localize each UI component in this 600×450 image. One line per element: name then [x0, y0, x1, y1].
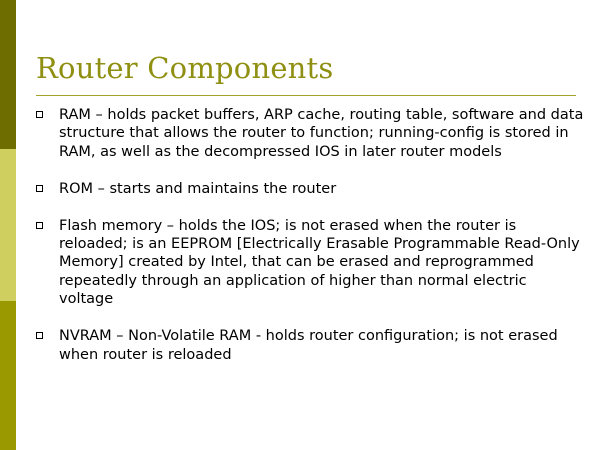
- hollow-square-bullet-icon: [36, 332, 43, 339]
- bullet-text: RAM – holds packet buffers, ARP cache, routing table, software and data structure that allows the router to function; running-config is stored in RAM, as well as the decompressed IOS in later router models: [59, 107, 584, 160]
- side-accent-bar-top: [0, 0, 16, 149]
- hollow-square-bullet-icon: [36, 222, 43, 229]
- bullet-item-ram: [36, 106, 584, 161]
- bullet-text: NVRAM – Non-Volatile RAM - holds router configuration; is not erased when router is reloaded: [59, 328, 558, 363]
- bullet-text: Flash memory – holds the IOS; is not erased when the router is reloaded; is an EEPROM [Electrically Erasable Programmable Read-Only Memory] created by Intel, that can be erased and reprogrammed repeatedly through an application of higher than normal electric voltage: [59, 217, 580, 308]
- bullet-item-flash: [36, 217, 584, 309]
- side-accent-bar-bottom: [0, 301, 16, 450]
- bullet-text: ROM – starts and maintains the router: [59, 180, 337, 197]
- hollow-square-bullet-icon: [36, 185, 43, 192]
- title-underline: [36, 95, 576, 96]
- hollow-square-bullet-icon: [36, 111, 43, 118]
- slide-title: Router Components: [36, 51, 334, 85]
- bullet-list: [36, 106, 584, 382]
- side-accent-bar-middle: [0, 149, 16, 301]
- bullet-item-rom: [36, 180, 584, 198]
- bullet-item-nvram: [36, 327, 584, 364]
